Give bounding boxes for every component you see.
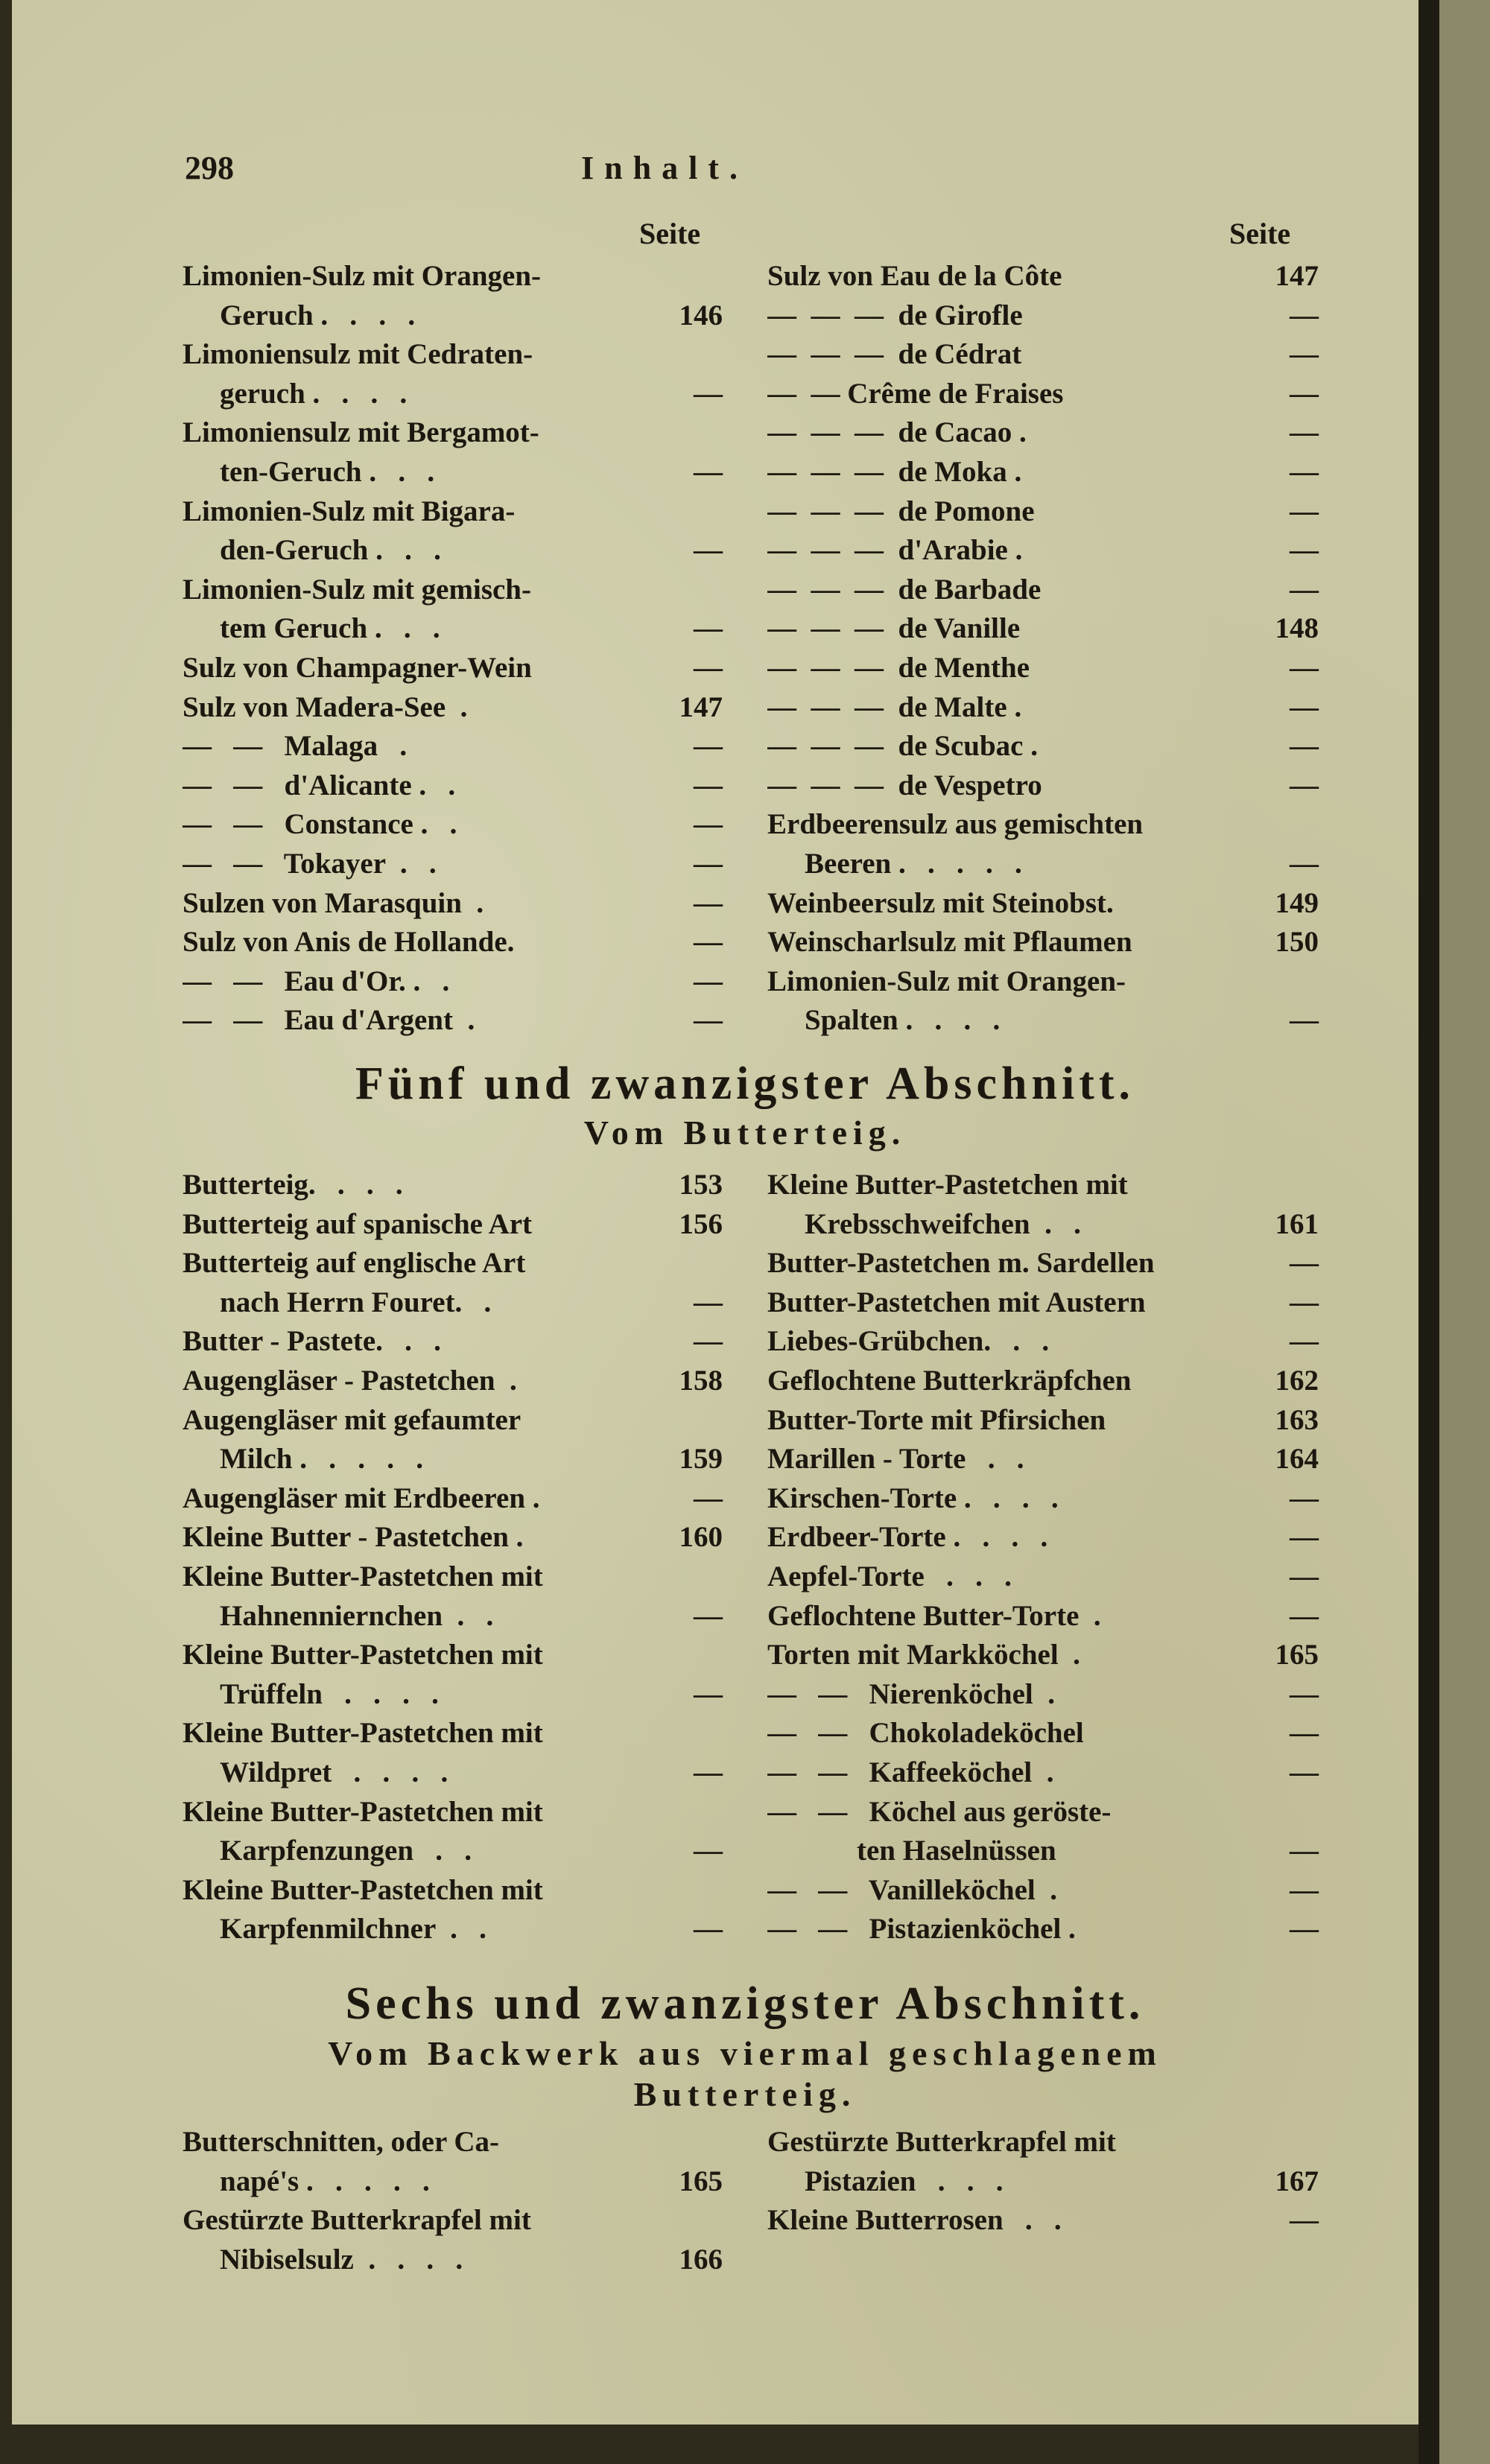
toc-page-left: — [694, 1004, 723, 1037]
toc-entry-right: — — Köchel aus geröste- [767, 1795, 1112, 1828]
toc-entry-left: ten-Geruch . . . [220, 456, 435, 488]
toc-entry-left: — — Tokayer . . [183, 848, 437, 880]
toc-entry-left: Milch . . . . . [220, 1443, 423, 1476]
toc-entry-left: Augengläser - Pastetchen . [183, 1365, 517, 1397]
running-title: Inhalt. [581, 150, 748, 186]
toc-entry-right: Kleine Butterrosen . . [767, 2204, 1062, 2237]
section-subtitle-26: Vom Backwerk aus viermal geschlagenem [328, 2034, 1162, 2072]
toc-entry-right: Weinbeersulz mit Steinobst. [767, 886, 1114, 919]
toc-entry-right: Krebsschweifchen . . [805, 1207, 1081, 1240]
toc-row [0, 1362, 1490, 1400]
toc-entry-left: Hahnenniernchen . . [220, 1599, 494, 1632]
toc-page-right: — [1290, 377, 1319, 410]
toc-page-right: — [1290, 1599, 1319, 1632]
toc-page-right: 148 [1275, 612, 1319, 645]
toc-row [0, 1714, 1490, 1753]
toc-entry-right: ten Haselnüssen [857, 1835, 1056, 1867]
section-heading-26: Sechs und zwanzigster Abschnitt. [345, 1978, 1145, 2029]
toc-entry-left: Kleine Butter - Pastetchen . [183, 1521, 524, 1554]
toc-row [0, 1753, 1490, 1792]
toc-entry-left: Butter - Pastete. . . [183, 1325, 441, 1358]
toc-entry-right: — — — de Malte . [767, 690, 1022, 723]
toc-page-right: — [1290, 1677, 1319, 1710]
toc-row [0, 1401, 1490, 1440]
toc-page-left: — [694, 769, 723, 801]
toc-entry-right: — — — de Vanille [767, 612, 1021, 645]
toc-row [0, 453, 1490, 492]
toc-row [0, 1832, 1490, 1870]
toc-entry-right: Geflochtene Butter-Torte . [767, 1599, 1101, 1632]
toc-page-right: — [1290, 495, 1319, 527]
toc-page-left: — [694, 1286, 723, 1318]
toc-entry-left: Kleine Butter-Pastetchen mit [183, 1873, 543, 1906]
toc-entry-left: Kleine Butter-Pastetchen mit [183, 1717, 543, 1750]
toc-page-right: — [1290, 1913, 1319, 1946]
toc-row [0, 845, 1490, 883]
toc-page-left: — [694, 377, 723, 410]
toc-row [0, 1440, 1490, 1479]
toc-row [0, 766, 1490, 805]
toc-page-left: — [694, 965, 723, 997]
toc-entry-right: Weinscharlsulz mit Pflaumen [767, 926, 1132, 959]
toc-entry-right: Sulz von Eau de la Côte [767, 260, 1062, 292]
toc-entry-left: Geruch . . . . [220, 299, 416, 331]
toc-entry-right: — — Crême de Fraises [767, 377, 1064, 410]
toc-entry-right: — — — de Menthe [767, 652, 1030, 684]
toc-entry-left: Karpfenmilchner . . [220, 1913, 486, 1946]
toc-page-right: 161 [1275, 1207, 1319, 1240]
toc-entry-right: Beeren . . . . . [805, 848, 1022, 880]
toc-row [0, 2201, 1490, 2240]
toc-page-right: — [1290, 2204, 1319, 2237]
toc-entry-left: nach Herrn Fouret. . [220, 1286, 492, 1318]
toc-page-left: — [694, 456, 723, 488]
toc-entry-left: Sulz von Anis de Hollande. [183, 926, 515, 959]
toc-row [0, 1244, 1490, 1283]
toc-row [0, 1597, 1490, 1636]
page-column-label-left: Seite [639, 217, 701, 250]
toc-row [0, 1518, 1490, 1557]
toc-page-right: — [1290, 1004, 1319, 1037]
toc-page-right: — [1290, 1521, 1319, 1554]
toc-entry-right: Butter-Pastetchen m. Sardellen [767, 1247, 1155, 1280]
toc-row [0, 1636, 1490, 1674]
toc-row [0, 335, 1490, 374]
toc-entry-right: Torten mit Markköchel . [767, 1639, 1080, 1671]
toc-row [0, 492, 1490, 531]
toc-row [0, 1322, 1490, 1361]
toc-entry-right: — — — de Pomone [767, 495, 1035, 527]
toc-entry-left: Nibiselsulz . . . . [220, 2243, 463, 2276]
toc-entry-right: Spalten . . . . [805, 1004, 1001, 1037]
toc-entry-right: — — — d'Arabie . [767, 534, 1023, 567]
toc-entry-left: — — Eau d'Argent . [183, 1004, 475, 1037]
toc-row [0, 413, 1490, 452]
toc-row [0, 609, 1490, 648]
section-subtitle-26-cont: Butterteig. [633, 2075, 857, 2113]
toc-entry-right: — — Nierenköchel . [767, 1677, 1056, 1710]
toc-entry-left: — — Eau d'Or. . . [183, 965, 450, 997]
toc-entry-left: Limoniensulz mit Cedraten- [183, 338, 533, 371]
toc-entry-right: — — — de Girofle [767, 299, 1023, 331]
page-number: 298 [185, 150, 234, 186]
toc-entry-left: — — d'Alicante . . [183, 769, 456, 801]
toc-entry-right: Gestürzte Butterkrapfel mit [767, 2126, 1116, 2158]
toc-entry-left: Karpfenzungen . . [220, 1835, 472, 1867]
toc-entry-right: — — — de Moka . [767, 456, 1022, 488]
toc-page-left: 160 [679, 1521, 723, 1554]
toc-row [0, 1479, 1490, 1518]
toc-entry-right: Limonien-Sulz mit Orangen- [767, 965, 1126, 997]
toc-row [0, 1558, 1490, 1596]
toc-entry-right: Marillen - Torte . . [767, 1443, 1024, 1476]
toc-entry-right: — — — de Cédrat [767, 338, 1022, 371]
toc-page-right: — [1290, 1835, 1319, 1867]
toc-page-left: 165 [679, 2165, 723, 2197]
toc-page-right: — [1290, 456, 1319, 488]
toc-entry-right: Butter-Pastetchen mit Austern [767, 1286, 1146, 1318]
toc-row [0, 1793, 1490, 1832]
toc-entry-right: — — Pistazienköchel . [767, 1913, 1076, 1946]
toc-page-left: — [694, 652, 723, 684]
toc-entry-right: Pistazien . . . [805, 2165, 1004, 2197]
toc-page-right: — [1290, 1325, 1319, 1358]
toc-page-right: — [1290, 534, 1319, 567]
toc-entry-right: Erdbeerensulz aus gemischten [767, 808, 1144, 841]
toc-page-right: — [1290, 652, 1319, 684]
toc-row [0, 727, 1490, 766]
toc-entry-left: Wildpret . . . . [220, 1756, 448, 1788]
toc-page-left: — [694, 534, 723, 567]
toc-page-right: 150 [1275, 926, 1319, 959]
toc-entry-right: — — — de Barbade [767, 573, 1042, 606]
toc-page-right: — [1290, 573, 1319, 606]
toc-row [0, 649, 1490, 688]
toc-entry-right: — — — de Vespetro [767, 769, 1042, 801]
toc-row [0, 884, 1490, 923]
toc-row [0, 1675, 1490, 1714]
toc-row [0, 375, 1490, 413]
page-column-label-right: Seite [1229, 217, 1291, 250]
toc-page-left: 147 [679, 690, 723, 723]
toc-row [0, 2162, 1490, 2201]
toc-row [0, 296, 1490, 335]
toc-entry-left: geruch . . . . [220, 377, 408, 410]
toc-entry-left: Gestürzte Butterkrapfel mit [183, 2204, 531, 2237]
toc-page-right: — [1290, 416, 1319, 449]
toc-entry-left: Butterteig auf spanische Art [183, 1207, 533, 1240]
toc-row [0, 1205, 1490, 1244]
toc-row [0, 688, 1490, 727]
toc-page-right: — [1290, 1717, 1319, 1750]
toc-page-right: — [1290, 730, 1319, 763]
toc-entry-right: — — Kaffeeköchel . [767, 1756, 1054, 1788]
toc-page-right: — [1290, 299, 1319, 331]
toc-page-right: — [1290, 848, 1319, 880]
toc-page-left: — [694, 808, 723, 841]
toc-page-left: — [694, 1325, 723, 1358]
toc-page-left: — [694, 886, 723, 919]
toc-row [0, 2241, 1490, 2279]
toc-entry-left: tem Geruch . . . [220, 612, 440, 645]
toc-page-left: 156 [679, 1207, 723, 1240]
section-heading-25: Fünf und zwanzigster Abschnitt. [355, 1058, 1135, 1109]
toc-page-right: — [1290, 1756, 1319, 1788]
toc-entry-left: Limonien-Sulz mit Orangen- [183, 260, 542, 292]
toc-row [0, 571, 1490, 609]
toc-entry-left: Butterschnitten, oder Ca- [183, 2126, 499, 2158]
toc-row [0, 1283, 1490, 1322]
toc-page-left: — [694, 1482, 723, 1514]
toc-entry-left: Limonien-Sulz mit gemisch- [183, 573, 531, 606]
toc-page-left: — [694, 1599, 723, 1632]
toc-entry-right: — — — de Scubac . [767, 730, 1038, 763]
toc-page-right: 147 [1275, 260, 1319, 292]
toc-entry-right: Erdbeer-Torte . . . . [767, 1521, 1048, 1554]
toc-page-left: — [694, 1835, 723, 1867]
toc-page-right: 164 [1275, 1443, 1319, 1476]
toc-entry-right: Butter-Torte mit Pfirsichen [767, 1403, 1106, 1436]
toc-row [0, 531, 1490, 570]
toc-page-left: — [694, 848, 723, 880]
toc-page-right: — [1290, 690, 1319, 723]
toc-entry-right: Aepfel-Torte . . . [767, 1560, 1012, 1593]
toc-entry-right: — — — de Cacao . [767, 416, 1027, 449]
toc-entry-left: Kleine Butter-Pastetchen mit [183, 1795, 543, 1828]
toc-page-left: 166 [679, 2243, 723, 2276]
toc-page-right: — [1290, 1560, 1319, 1593]
toc-page-right: 149 [1275, 886, 1319, 919]
toc-entry-left: — — Constance . . [183, 808, 457, 841]
toc-page-right: — [1290, 1482, 1319, 1514]
toc-entry-left: Kleine Butter-Pastetchen mit [183, 1639, 543, 1671]
toc-row [0, 1871, 1490, 1910]
toc-entry-left: Limoniensulz mit Bergamot- [183, 416, 539, 449]
toc-page-right: — [1290, 338, 1319, 371]
toc-entry-left: Augengläser mit gefaumter [183, 1403, 522, 1436]
toc-entry-left: Trüffeln . . . . [220, 1677, 439, 1710]
toc-entry-left: — — Malaga . [183, 730, 408, 763]
toc-page-right: 165 [1275, 1639, 1319, 1671]
toc-page-left: — [694, 612, 723, 645]
toc-page-left: — [694, 926, 723, 959]
toc-page-left: 159 [679, 1443, 723, 1476]
toc-row [0, 1001, 1490, 1040]
toc-entry-right: Geflochtene Butterkräpfchen [767, 1365, 1132, 1397]
toc-row [0, 1166, 1490, 1204]
toc-row [0, 805, 1490, 844]
toc-entry-left: Augengläser mit Erdbeeren . [183, 1482, 540, 1514]
toc-entry-left: napé's . . . . . [220, 2165, 430, 2197]
toc-page-right: — [1290, 1286, 1319, 1318]
toc-row [0, 257, 1490, 296]
toc-row [0, 1910, 1490, 1949]
toc-entry-left: Sulz von Champagner-Wein [183, 652, 532, 684]
toc-row [0, 962, 1490, 1001]
toc-page-right: — [1290, 769, 1319, 801]
toc-entry-left: Kleine Butter-Pastetchen mit [183, 1560, 543, 1593]
toc-page-right: — [1290, 1873, 1319, 1906]
toc-entry-left: Butterteig auf englische Art [183, 1247, 526, 1280]
toc-row [0, 923, 1490, 962]
toc-entry-right: — — Chokoladeköchel [767, 1717, 1084, 1750]
toc-entry-left: Sulz von Madera-See . [183, 690, 468, 723]
toc-entry-right: Kirschen-Torte . . . . [767, 1482, 1059, 1514]
toc-page-right: 167 [1275, 2165, 1319, 2197]
toc-page-left: 146 [679, 299, 723, 331]
section-subtitle-25: Vom Butterteig. [583, 1114, 907, 1152]
toc-entry-left: den-Geruch . . . [220, 534, 441, 567]
toc-entry-right: Kleine Butter-Pastetchen mit [767, 1169, 1128, 1201]
toc-page-left: — [694, 1756, 723, 1788]
toc-row [0, 2123, 1490, 2162]
toc-entry-right: Liebes-Grübchen. . . [767, 1325, 1050, 1358]
toc-page-left: 153 [679, 1169, 723, 1201]
toc-entry-right: — — Vanilleköchel . [767, 1873, 1057, 1906]
toc-entry-left: Sulzen von Marasquin . [183, 886, 484, 919]
toc-page-right: 162 [1275, 1365, 1319, 1397]
toc-page-left: — [694, 1913, 723, 1946]
toc-page-left: — [694, 1677, 723, 1710]
toc-page-right: 163 [1275, 1403, 1319, 1436]
toc-entry-left: Butterteig. . . . [183, 1169, 403, 1201]
toc-page-left: 158 [679, 1365, 723, 1397]
toc-page-right: — [1290, 1247, 1319, 1280]
toc-entry-left: Limonien-Sulz mit Bigara- [183, 495, 516, 527]
toc-page-left: — [694, 730, 723, 763]
